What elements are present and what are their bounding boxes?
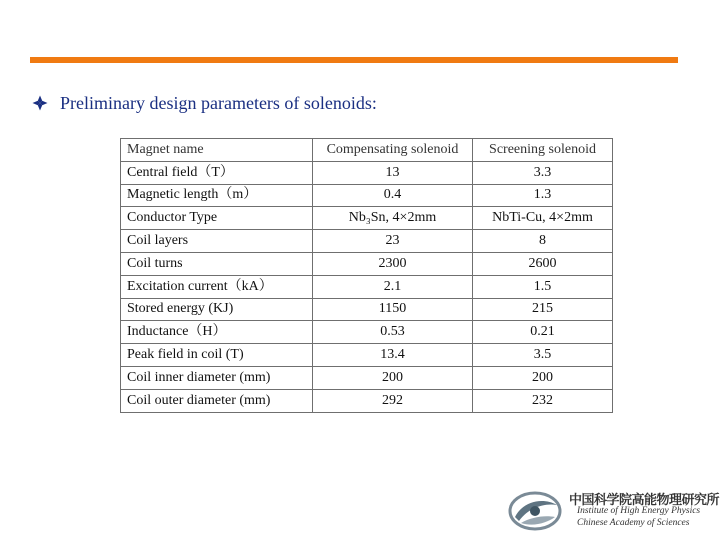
parameter-name-cell: Conductor Type [121, 207, 313, 230]
compensating-value-cell: Nb₃Sn, 4×2mm [313, 207, 473, 230]
screening-value-cell: Screening solenoid [473, 139, 613, 162]
parameter-name-cell: Coil turns [121, 252, 313, 275]
parameter-name-cell: Coil outer diameter (mm) [121, 389, 313, 412]
screening-value-cell: 2600 [473, 252, 613, 275]
table-row [121, 344, 613, 367]
table-row [121, 321, 613, 344]
ihep-emblem-icon [505, 487, 565, 533]
solenoid-parameters-table [120, 138, 613, 413]
parameter-name-cell: Excitation current（kA） [121, 275, 313, 298]
logo-english-line-2: Chinese Academy of Sciences [577, 518, 690, 528]
table-row [121, 207, 613, 230]
bullet-line [32, 92, 377, 114]
screening-value-cell: 8 [473, 230, 613, 253]
compensating-value-cell: 0.53 [313, 321, 473, 344]
compensating-value-cell: 13.4 [313, 344, 473, 367]
compensating-value-cell: Compensating solenoid [313, 139, 473, 162]
compensating-value-cell: 13 [313, 161, 473, 184]
screening-value-cell: 0.21 [473, 321, 613, 344]
screening-value-cell: 232 [473, 389, 613, 412]
parameter-name-cell: Coil inner diameter (mm) [121, 366, 313, 389]
screening-value-cell: 3.3 [473, 161, 613, 184]
logo-chinese-name: 中国科学院高能物理研究所 [569, 493, 720, 508]
table-row [121, 230, 613, 253]
screening-value-cell: 3.5 [473, 344, 613, 367]
compensating-value-cell: 200 [313, 366, 473, 389]
parameter-name-cell: Peak field in coil (T) [121, 344, 313, 367]
table-header-row [121, 139, 613, 162]
parameter-name-cell: Magnet name [121, 139, 313, 162]
diamond-bullet-icon [32, 95, 48, 111]
screening-value-cell: 1.3 [473, 184, 613, 207]
top-accent-rule [30, 57, 678, 63]
table-row [121, 252, 613, 275]
table-row [121, 275, 613, 298]
parameter-name-cell: Magnetic length（m） [121, 184, 313, 207]
table-row [121, 161, 613, 184]
table-row [121, 184, 613, 207]
compensating-value-cell: 2.1 [313, 275, 473, 298]
parameter-name-cell: Coil layers [121, 230, 313, 253]
compensating-value-cell: 0.4 [313, 184, 473, 207]
parameter-name-cell: Stored energy (KJ) [121, 298, 313, 321]
logo-english-line-1: Institute of High Energy Physics [577, 506, 701, 516]
table-row [121, 298, 613, 321]
ihep-logo [505, 487, 720, 533]
compensating-value-cell: 292 [313, 389, 473, 412]
screening-value-cell: 215 [473, 298, 613, 321]
parameter-name-cell: Central field（T） [121, 161, 313, 184]
parameter-name-cell: Inductance（H） [121, 321, 313, 344]
compensating-value-cell: 2300 [313, 252, 473, 275]
screening-value-cell: 200 [473, 366, 613, 389]
table-row [121, 389, 613, 412]
compensating-value-cell: 1150 [313, 298, 473, 321]
compensating-value-cell: 23 [313, 230, 473, 253]
bullet-heading: Preliminary design parameters of solenoids: [60, 92, 377, 113]
screening-value-cell: NbTi-Cu, 4×2mm [473, 207, 613, 230]
table-row [121, 366, 613, 389]
screening-value-cell: 1.5 [473, 275, 613, 298]
